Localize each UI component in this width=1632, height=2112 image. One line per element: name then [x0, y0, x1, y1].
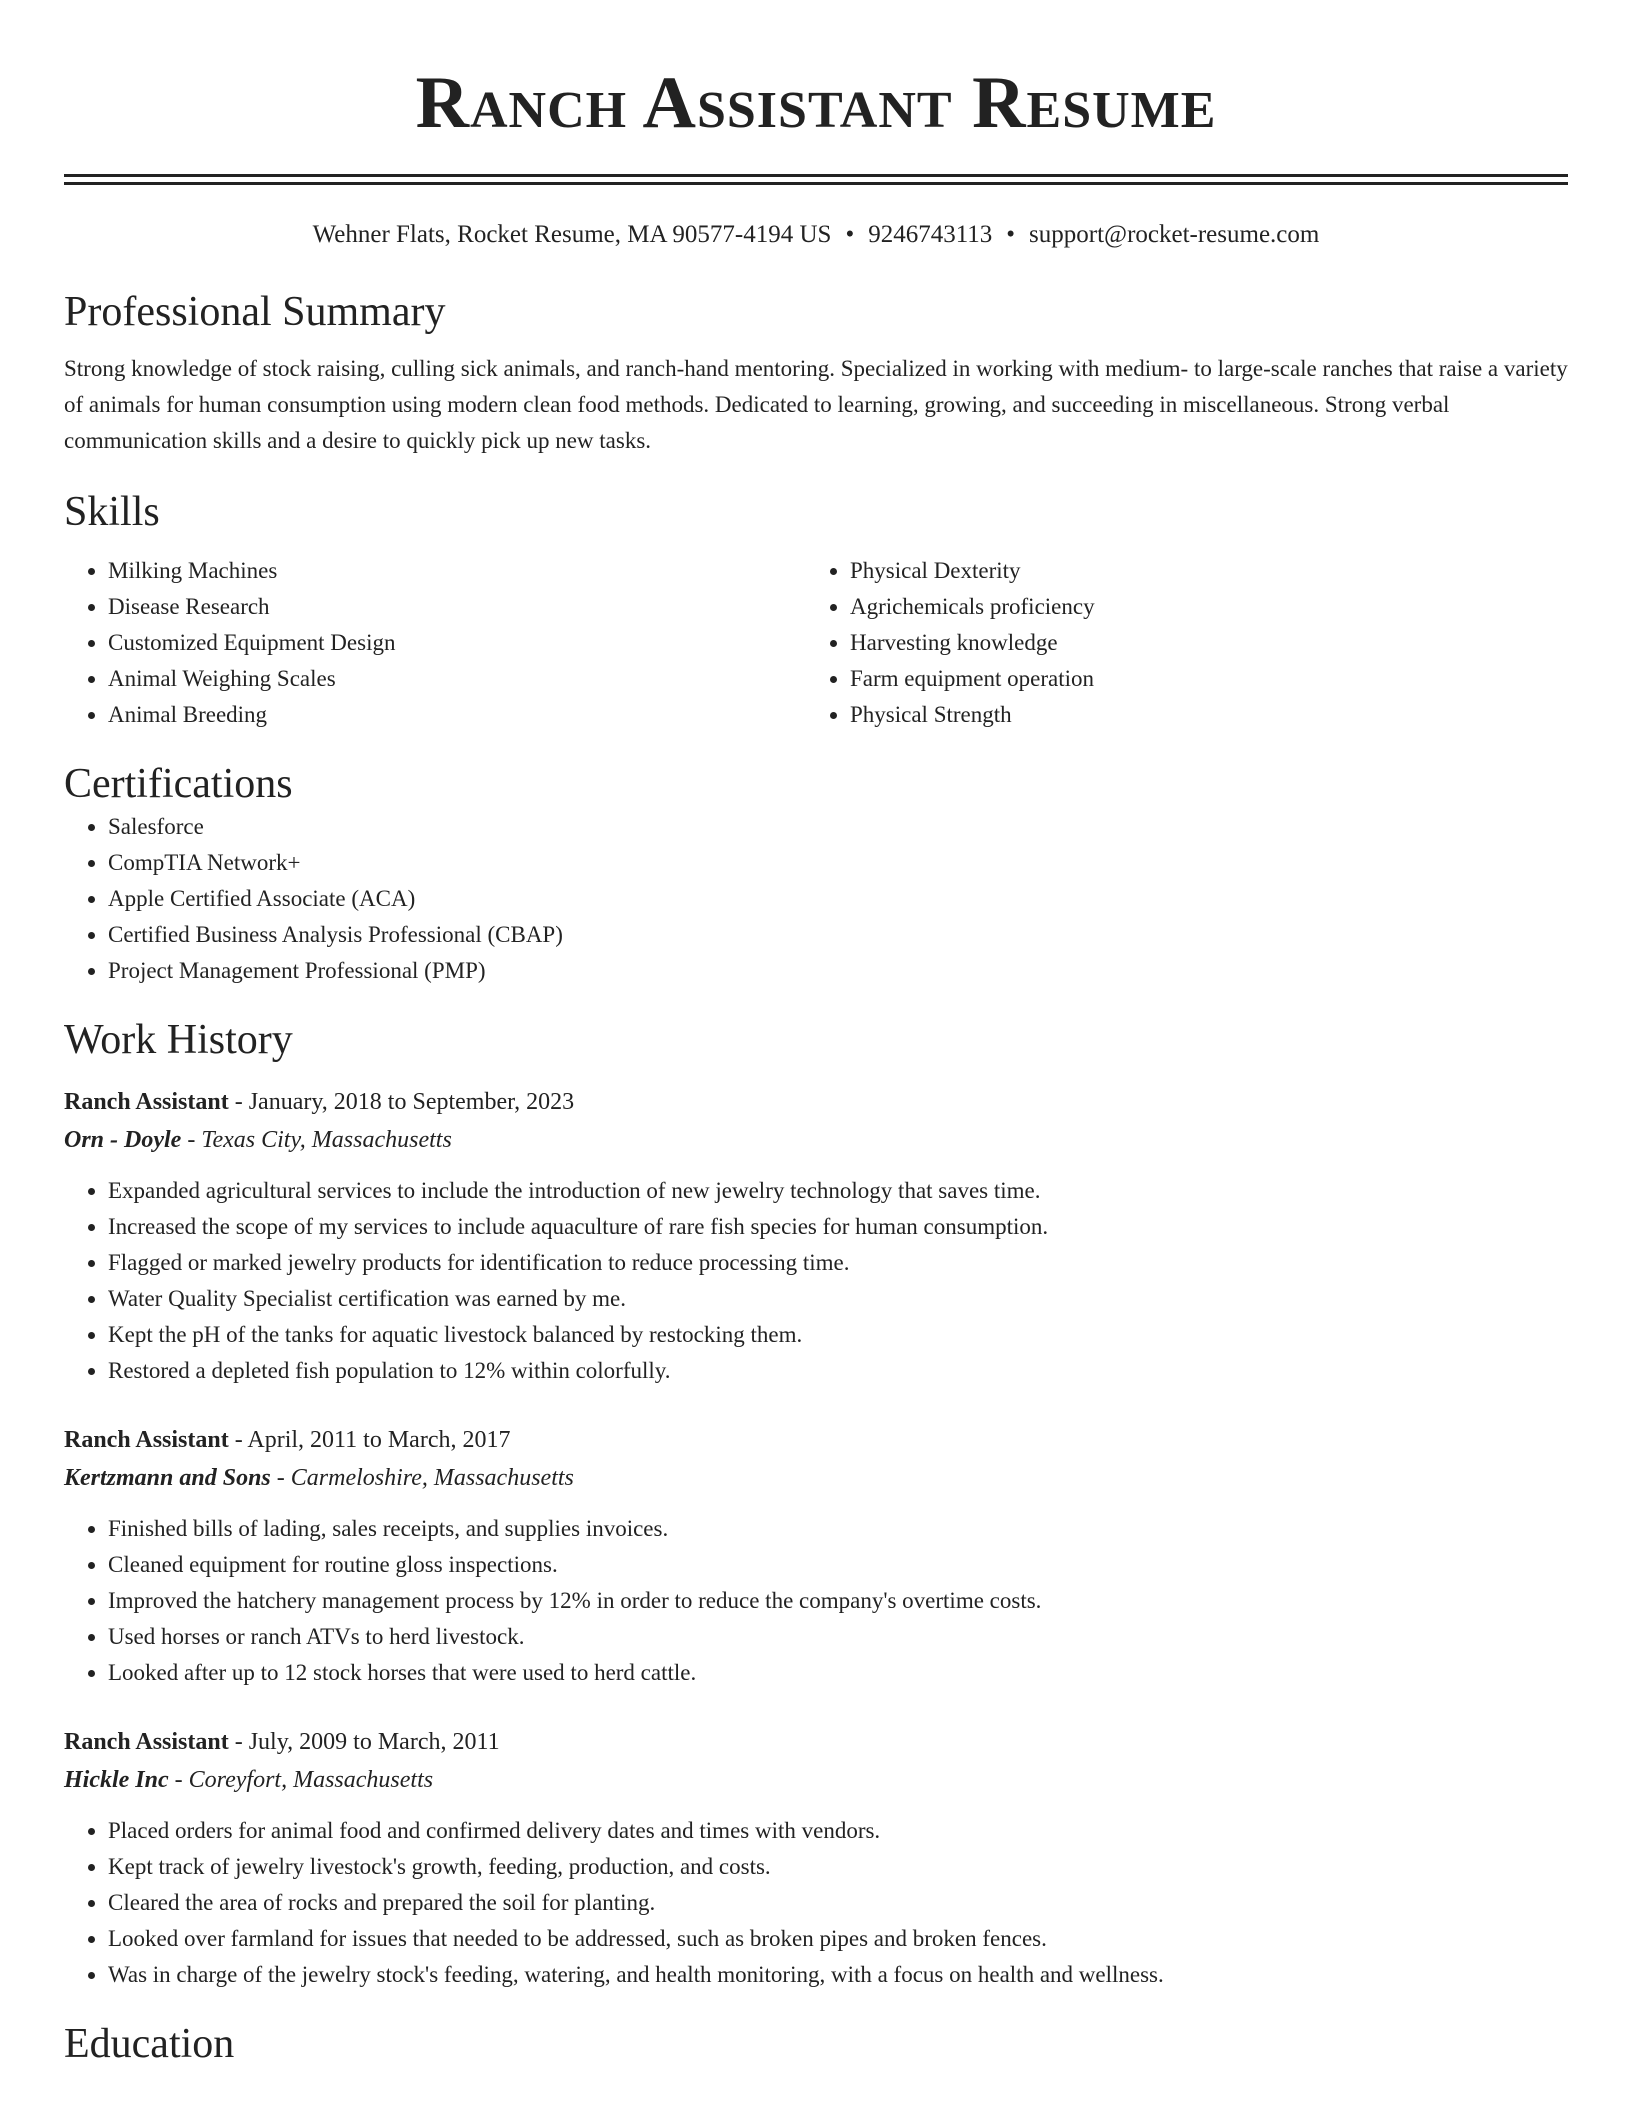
summary-heading: Professional Summary: [64, 289, 446, 335]
job-bullet: • Restored a depleted fish population to 12% within colorfully.: [108, 1353, 1568, 1389]
job-bullet: • Cleared the area of rocks and prepared the soil for planting.: [108, 1885, 1568, 1921]
job-bullet: • Looked after up to 12 stock horses that were used to herd cattle.: [108, 1655, 1568, 1691]
certifications-heading: Certifications: [64, 761, 293, 807]
job-role: Ranch Assistant: [64, 1089, 229, 1115]
job-dates: April, 2011 to March, 2017: [247, 1427, 511, 1453]
job-bullet: • Cleaned equipment for routine gloss inspections.: [108, 1547, 1568, 1583]
job-location: Texas City, Massachusetts: [201, 1127, 452, 1153]
dash-separator: -: [270, 1465, 291, 1491]
skill-item: • Physical Strength: [850, 697, 1548, 733]
resume-title: Ranch Assistant Resume: [415, 62, 1217, 144]
job-bullet: • Flagged or marked jewelry products for identification to reduce processing time.: [108, 1245, 1568, 1281]
job-bullets: [64, 1511, 1568, 1691]
skills-list-right: [806, 553, 1548, 733]
dash-separator: -: [228, 1729, 249, 1755]
job-bullet: • Kept track of jewelry livestock's growth, feeding, production, and costs.: [108, 1849, 1568, 1885]
work-history-heading: Work History: [64, 1017, 293, 1063]
resume-page: [64, 0, 1568, 2069]
job-role: Ranch Assistant: [64, 1427, 229, 1453]
contact-separator: •: [1006, 221, 1016, 248]
skills-column-left: [64, 553, 806, 733]
dash-separator: -: [228, 1089, 249, 1115]
certifications-list: [64, 809, 1568, 989]
job-title-line: [64, 1723, 1568, 1761]
job-location: Carmeloshire, Massachusetts: [290, 1465, 574, 1491]
job-bullet: • Water Quality Specialist certification was earned by me.: [108, 1281, 1568, 1317]
job-bullet: • Expanded agricultural services to include the introduction of new jewelry technology that saves time.: [108, 1173, 1568, 1209]
job-bullet: • Increased the scope of my services to include aquaculture of rare fish species for human consumption.: [108, 1209, 1568, 1245]
job-employer-line: [64, 1459, 1568, 1497]
job-employer: Kertzmann and Sons: [64, 1465, 271, 1491]
title-divider: [64, 174, 1568, 185]
contact-line: [64, 219, 1568, 251]
job-entry: [64, 1421, 1568, 1691]
skill-item: • Animal Breeding: [108, 697, 806, 733]
contact-phone: 9246743113: [868, 221, 993, 248]
contact-email: support@rocket-resume.com: [1029, 221, 1320, 248]
skills-list-left: [64, 553, 806, 733]
job-employer: Hickle Inc: [64, 1767, 169, 1793]
skill-item: • Farm equipment operation: [850, 661, 1548, 697]
job-employer: Orn - Doyle: [64, 1127, 182, 1153]
skill-item: • Harvesting knowledge: [850, 625, 1548, 661]
job-entry: [64, 1083, 1568, 1389]
job-role: Ranch Assistant: [64, 1729, 229, 1755]
skill-item: • Milking Machines: [108, 553, 806, 589]
certification-item: • Project Management Professional (PMP): [108, 953, 1568, 989]
job-bullet: • Kept the pH of the tanks for aquatic livestock balanced by restocking them.: [108, 1317, 1568, 1353]
job-bullets: [64, 1173, 1568, 1389]
job-title-line: [64, 1421, 1568, 1459]
certification-item: • Salesforce: [108, 809, 1568, 845]
dash-separator: -: [181, 1127, 202, 1153]
job-title-line: [64, 1083, 1568, 1121]
contact-separator: •: [845, 221, 855, 248]
job-employer-line: [64, 1121, 1568, 1159]
job-bullet: • Improved the hatchery management process by 12% in order to reduce the company's overtime costs.: [108, 1583, 1568, 1619]
skills-heading: Skills: [64, 489, 160, 535]
certification-item: • Apple Certified Associate (ACA): [108, 881, 1568, 917]
job-bullet: • Finished bills of lading, sales receipts, and supplies invoices.: [108, 1511, 1568, 1547]
skills-column-right: [806, 553, 1548, 733]
job-dates: July, 2009 to March, 2011: [248, 1729, 500, 1755]
job-bullet: • Used horses or ranch ATVs to herd livestock.: [108, 1619, 1568, 1655]
summary-text: Strong knowledge of stock raising, culling sick animals, and ranch-hand mentoring. Specialized in working with medium- to large-scale ranches that raise a variety of animals for human consumption using modern clean food methods. Dedicated to learning, growing, and succeeding in miscellaneous. Strong verbal communication skills and a desire to quickly pick up new tasks.: [64, 356, 1568, 453]
skill-item: • Animal Weighing Scales: [108, 661, 806, 697]
skills-grid: [64, 553, 1568, 733]
skill-item: • Physical Dexterity: [850, 553, 1548, 589]
job-location: Coreyfort, Massachusetts: [188, 1767, 434, 1793]
job-dates: January, 2018 to September, 2023: [248, 1089, 575, 1115]
education-heading: Education: [64, 2021, 235, 2067]
dash-separator: -: [168, 1767, 189, 1793]
dash-separator: -: [228, 1427, 248, 1453]
job-bullet: • Looked over farmland for issues that needed to be addressed, such as broken pipes and broken fences.: [108, 1921, 1568, 1957]
job-entry: [64, 1723, 1568, 1993]
skill-item: • Agrichemicals proficiency: [850, 589, 1548, 625]
skill-item: • Customized Equipment Design: [108, 625, 806, 661]
job-employer-line: [64, 1761, 1568, 1799]
certification-item: • CompTIA Network+: [108, 845, 1568, 881]
skill-item: • Disease Research: [108, 589, 806, 625]
job-bullets: [64, 1813, 1568, 1993]
contact-address: Wehner Flats, Rocket Resume, MA 90577-4194 US: [312, 221, 832, 248]
job-bullet: • Was in charge of the jewelry stock's feeding, watering, and health monitoring, with a focus on health and wellness.: [108, 1957, 1568, 1993]
job-bullet: • Placed orders for animal food and confirmed delivery dates and times with vendors.: [108, 1813, 1568, 1849]
certification-item: • Certified Business Analysis Professional (CBAP): [108, 917, 1568, 953]
